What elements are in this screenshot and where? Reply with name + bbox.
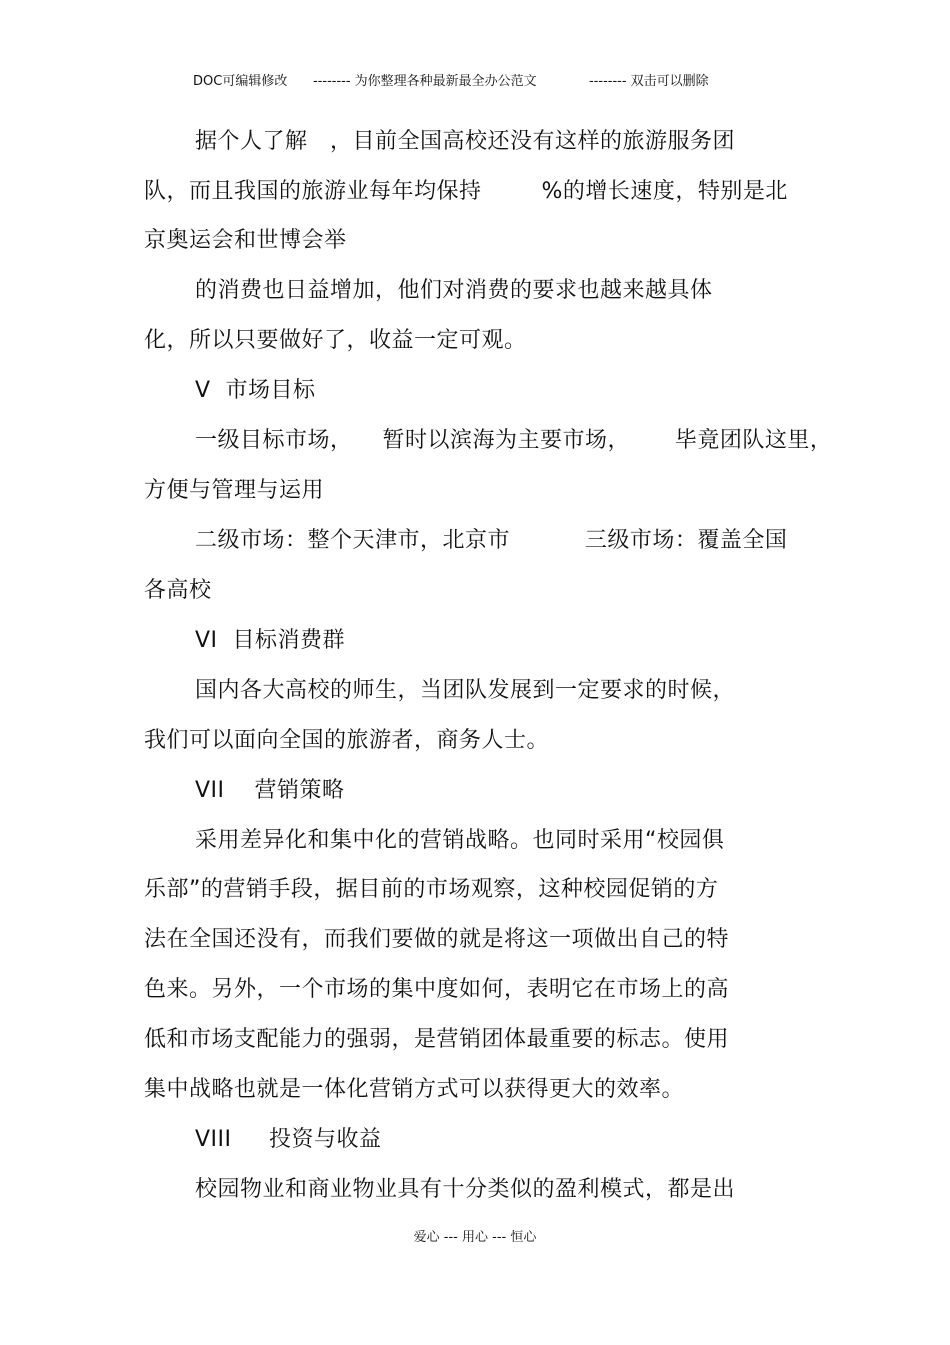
body-line: 集中战略也就是一体化营销方式可以获得更大的效率。: [144, 1077, 685, 1102]
section-heading: VII 营销策略: [195, 778, 345, 803]
section-heading: VIII 投资与收益: [195, 1127, 382, 1152]
body-line: 低和市场支配能力的强弱，是营销团体最重要的标志。使用: [144, 1027, 730, 1052]
body-line: 乐部”的营销手段，据目前的市场观察，这种校园促销的方: [144, 877, 719, 902]
body-line: 化，所以只要做好了，收益一定可观。: [144, 328, 527, 353]
body-line: 方便与管理与运用: [144, 478, 325, 503]
body-line: 二级市场：整个天津市，北京市 三级市场：覆盖全国: [195, 528, 788, 553]
section-heading: V 市场目标: [195, 378, 316, 403]
header-left-text: DOC可编辑修改: [193, 74, 288, 89]
header-right-text: -------- 双击可以删除: [589, 74, 709, 89]
body-line: 各高校: [144, 578, 212, 603]
body-line: 一级目标市场， 暂时以滨海为主要市场， 毕竟团队这里，: [195, 428, 833, 453]
page-footer: 爱心 --- 用心 --- 恒心: [413, 1230, 537, 1245]
body-line: 法在全国还没有，而我们要做的就是将这一项做出自己的特: [144, 927, 730, 952]
body-line: 据个人了解 ，目前全国高校还没有这样的旅游服务团: [195, 129, 735, 154]
body-line: 国内各大高校的师生，当团队发展到一定要求的时候，: [195, 678, 736, 703]
body-line: 校园物业和商业物业具有十分类似的盈利模式，都是出: [195, 1177, 736, 1202]
body-line: 的消费也日益增加，他们对消费的要求也越来越具体: [195, 278, 713, 303]
section-heading: VI 目标消费群: [195, 628, 346, 653]
body-line: 采用差异化和集中化的营销战略。也同时采用“校园俱: [195, 828, 725, 853]
body-line: 京奥运会和世博会举: [144, 228, 347, 253]
header-middle-text: -------- 为你整理各种最新最全办公范文: [313, 74, 537, 89]
body-line: 我们可以面向全国的旅游者，商务人士。: [144, 728, 550, 753]
body-line: 队，而且我国的旅游业每年均保持 %的增长速度，特别是北: [144, 179, 788, 204]
body-line: 色来。另外，一个市场的集中度如何，表明它在市场上的高: [144, 977, 730, 1002]
